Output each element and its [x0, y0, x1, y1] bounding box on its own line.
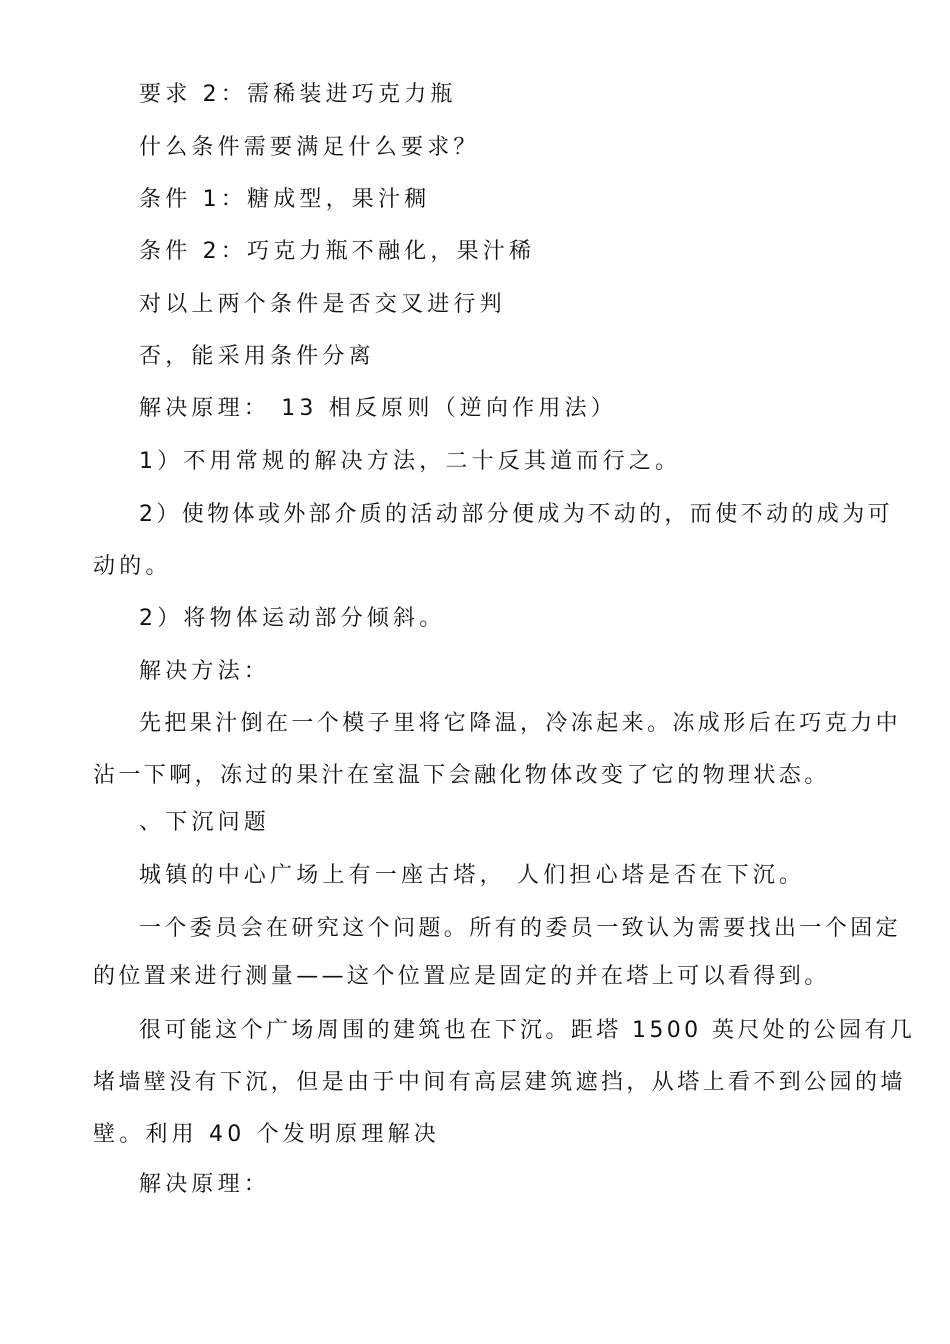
question-line: 什么条件需要满足什么要求？: [139, 135, 480, 160]
separation-line: 否，能采用条件分离: [139, 344, 375, 369]
buildings-paragraph-cont: 堵墙壁没有下沉，但是由于中间有高层建筑遮挡，从塔上看不到公园的墙: [93, 1070, 906, 1095]
requirement-2-line: 要求 2：需稀装进巧克力瓶: [139, 82, 457, 107]
solution-paragraph: 先把果汁倒在一个模子里将它降温，冷冻起来。冻成形后在巧克力中: [139, 711, 902, 736]
buildings-paragraph-end: 壁。利用 40 个发明原理解决: [93, 1122, 440, 1147]
buildings-paragraph: 很可能这个广场周围的建筑也在下沉。距塔 1500 英尺处的公园有几: [139, 1018, 916, 1043]
tower-paragraph: 城镇的中心广场上有一座古塔， 人们担心塔是否在下沉。: [139, 863, 806, 888]
principle-heading-2: 解决原理：: [139, 1172, 271, 1197]
principle-heading: 解决原理： 13 相反原则（逆向作用法）: [139, 396, 617, 421]
cross-judgement-line: 对以上两个条件是否交叉进行判: [139, 292, 506, 317]
solution-heading: 解决方法：: [139, 659, 271, 684]
solution-paragraph-cont: 沾一下啊，冻过的果汁在室温下会融化物体改变了它的物理状态。: [93, 763, 830, 788]
sinking-problem-heading: 、下沉问题: [139, 810, 271, 835]
principle-item-1: 1）不用常规的解决方法，二十反其道而行之。: [139, 449, 682, 474]
principle-item-2-cont: 动的。: [93, 554, 172, 579]
committee-paragraph: 一个委员会在研究这个问题。所有的委员一致认为需要找出一个固定: [139, 916, 902, 941]
condition-1-line: 条件 1：糖成型，果汁稠: [139, 187, 431, 212]
principle-item-2: 2）使物体或外部介质的活动部分便成为不动的，而使不动的成为可: [139, 502, 893, 527]
principle-item-3: 2）将物体运动部分倾斜。: [139, 606, 446, 631]
condition-2-line: 条件 2：巧克力瓶不融化，果汁稀: [139, 239, 536, 264]
committee-paragraph-cont: 的位置来进行测量——这个位置应是固定的并在塔上可以看得到。: [93, 964, 830, 989]
